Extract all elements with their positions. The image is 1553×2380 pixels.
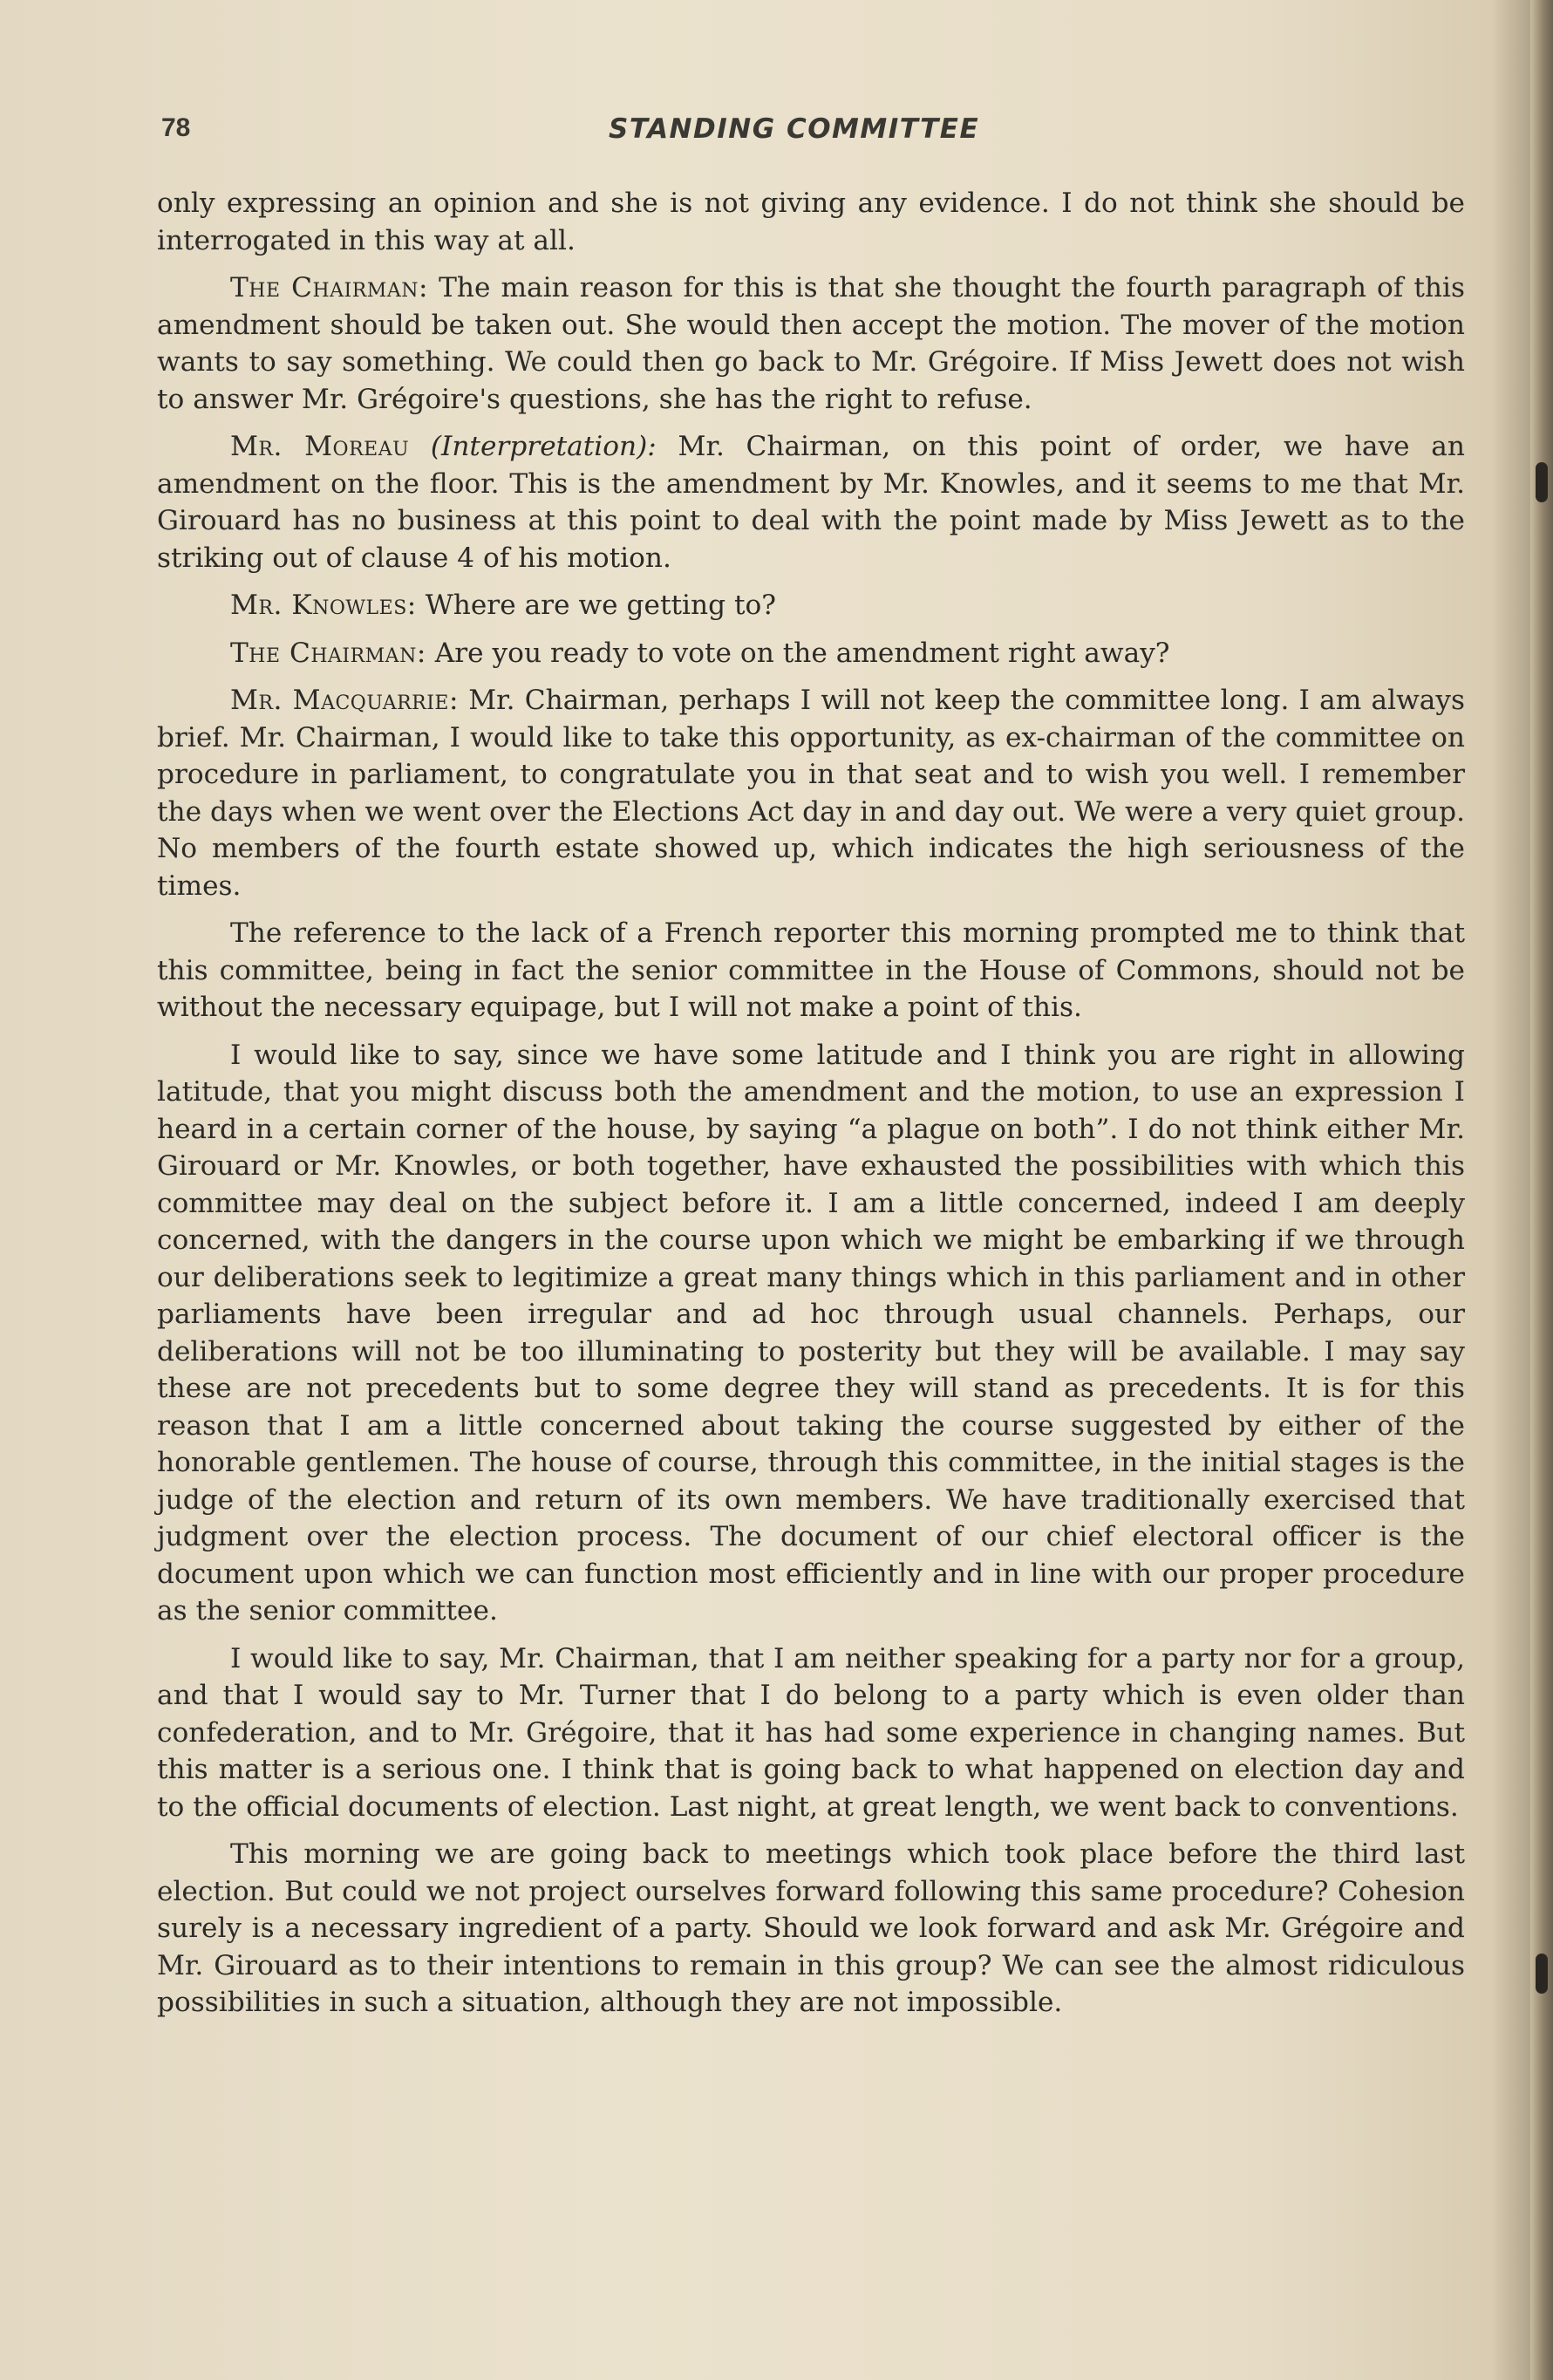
speaker-name: Mr. Macquarrie: <box>230 685 459 716</box>
speaker-name: The Chairman: <box>230 637 426 669</box>
speaker-name: The Chairman: <box>230 272 428 303</box>
running-head: STANDING COMMITTEE <box>609 113 980 145</box>
paragraph-chairman-vote: The Chairman: Are you ready to vote on the amendment right away? <box>230 637 1170 669</box>
paragraph-macquarrie: Mr. Macquarrie: Mr. Chairman, perhaps I will not keep the committee long. I am always brief. Mr. Chairman, I would like to take this opportunity, as ex-chairman of the committee on procedure in parliament, to congratulate you in that seat and to wish you well. I remember the days when we went over the Elections Act day in and day out. We were a very quiet group. No members of the fourth estate showed up, which indicates the high seriousness of the times. <box>157 685 1465 902</box>
paragraph-knowles: Mr. Knowles: Where are we getting to? <box>230 590 776 621</box>
paragraph-party: I would like to say, Mr. Chairman, that I am neither speaking for a party nor for a group, and that I would say to Mr. Turner that I do belong to a party which is even older than confederation, and to Mr. Grégoire, that it has had some experience in changing names. But this matter is a serious one. I think that is going back to what happened on election day and to the official documents of election. Last night, at great length, we went back to conventions. <box>157 1642 1465 1823</box>
page-number: 78 <box>161 113 191 142</box>
paragraph-this-morning: This morning we are going back to meetings which took place before the third last election. But could we not project ourselves forward following this same procedure? Cohesion surely is a necessary ingredient of a party. Should we look forward and ask Mr. Grégoire and Mr. Girouard as to their intentions to remain in this group? We can see the almost ridiculous possibilities in such a situation, although they are not impossible. <box>157 1838 1465 2018</box>
binding-hole-lower <box>1536 1954 1548 1994</box>
speaker-name: Mr. Knowles: <box>230 590 417 621</box>
speaker-name: Mr. Moreau <box>230 431 410 462</box>
paragraph-continuation: only expressing an opinion and she is not giving any evidence. I do not think she should be interrogated in this way at all. <box>157 188 1465 256</box>
interpretation-note: (Interpretation): <box>430 431 657 462</box>
book-spine-edge <box>1530 0 1553 2380</box>
paragraph-latitude: I would like to say, since we have some latitude and I think you are right in allowing latitude, that you might discuss both the amendment and the motion, to use an expression I heard in a certain corner of the house, by saying “a plague on both”. I do not think either Mr. Girouard or Mr. Knowles, or both together, have exhausted the possibilities with which this committee may deal on the subject before it. I am a little concerned, indeed I am deeply concerned, with the dangers in the course upon which we might be embarking if we through our deliberations seek to legitimize a great many things which in this parliament and in other parliaments have been irregular and ad hoc through usual channels. Perhaps, our deliberations will not be too illuminating to posterity but they will be available. I may say these are not precedents but to some degree they will stand as precedents. It is for this reason that I am a little concerned about taking the course suggested by either of the honorable gentlemen. The house of course, through this committee, in the initial stages is the judge of the election and return of its own members. We have traditionally exercised that judgment over the election process. The document of our chief electoral officer is the document upon which we can function most efficiently and in line with our proper procedure as the senior committee. <box>157 1039 1465 1626</box>
paragraph-moreau: Mr. Moreau (Interpretation): Mr. Chairman, on this point of order, we have an amendment on the floor. This is the amendment by Mr. Knowles, and it seems to me that Mr. Girouard has no business at this point to deal with the point made by Miss Jewett as to the striking out of clause 4 of his motion. <box>157 431 1465 574</box>
transcript-body <box>157 185 1465 2032</box>
binding-hole-upper <box>1536 462 1548 502</box>
paragraph-chairman-reply: The Chairman: The main reason for this is that she thought the fourth paragraph of this amendment should be taken out. She would then accept the motion. The mover of the motion wants to say something. We could then go back to Mr. Grégoire. If Miss Jewett does not wish to answer Mr. Grégoire's questions, she has the right to refuse. <box>157 272 1465 415</box>
paragraph-french-reporter: The reference to the lack of a French reporter this morning prompted me to think that this committee, being in fact the senior committee in the House of Commons, should not be without the necessary equipage, but I will not make a point of this. <box>157 917 1465 1023</box>
page-header <box>161 113 1469 157</box>
